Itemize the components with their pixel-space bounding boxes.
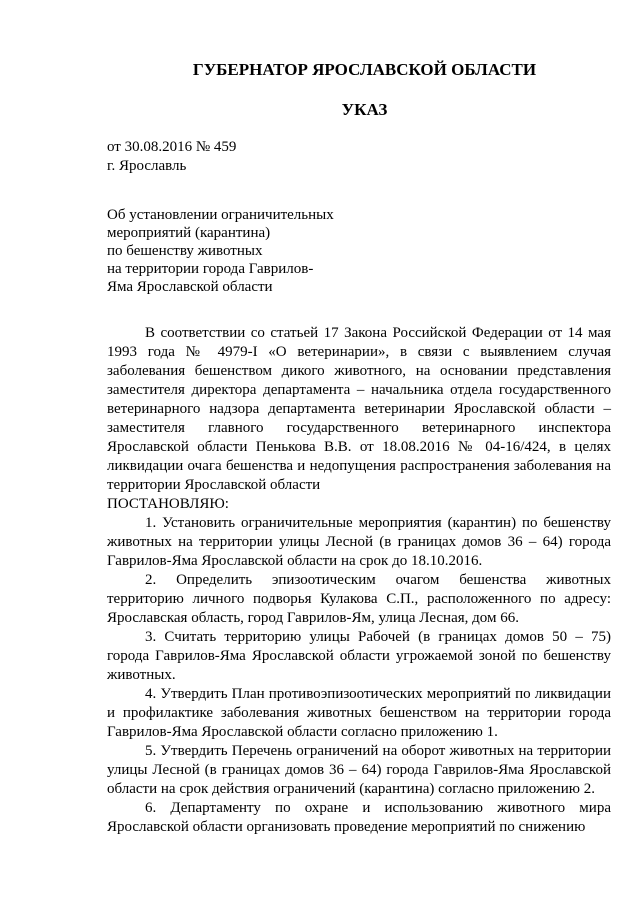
item-paragraph: 1. Установить ограничительные мероприятия (карантин) по бешенству животных на территории улицы Лесной (в границах домов 36 – 64) города Гаврилов-Яма Ярославской области на срок до 18.10.2016. xyxy=(107,515,611,569)
city: г. Ярославль xyxy=(107,158,187,174)
subject-line: на территории города Гаврилов- xyxy=(107,261,314,277)
subject-line: Яма Ярославской области xyxy=(107,279,273,295)
preamble-paragraph: В соответствии со статьей 17 Закона Российской Федерации от 14 мая 1993 года № 4979-I «О ветеринарии», в связи с выявлением случая заболевания бешенством дикого животного, на основании представления заместителя директора департамента – начальника отдела государственного ветеринарного надзора департамента ветеринарии Ярославской области – заместителя главного государственного ветеринарного инспектора Ярославской области Пенькова В.В. от 18.08.2016 № 04-16/424, в целях ликвидации очага бешенства и недопущения распространения заболевания на территории Ярославской области xyxy=(107,325,611,493)
document-meta xyxy=(107,138,407,176)
item-paragraph: 2. Определить эпизоотическим очагом бешенства животных территорию личного подворья Кулакова С.П., расположенного по адресу: Ярославская область, город Гаврилов-Ям, улица Лесная, дом 66. xyxy=(107,572,611,626)
document-subject xyxy=(107,206,407,296)
document-body xyxy=(107,324,611,837)
subject-line: по бешенству животных xyxy=(107,243,263,259)
resolve-heading: ПОСТАНОВЛЯЮ: xyxy=(107,496,229,512)
item-paragraph: 6. Департаменту по охране и использованию животного мира Ярославской области организовать проведение мероприятий по снижению xyxy=(107,800,611,835)
subject-line: Об установлении ограничительных xyxy=(107,207,334,223)
item-paragraph: 5. Утвердить Перечень ограничений на оборот животных на территории улицы Лесной (в границах домов 36 – 64) города Гаврилов-Яма Ярославской области на срок действия ограничений (карантина) согласно приложению 2. xyxy=(107,743,611,797)
document-type-title: УКАЗ xyxy=(341,100,388,119)
item-paragraph: 4. Утвердить План противоэпизоотических мероприятий по ликвидации и профилактике заболевания животных бешенством на территории города Гаврилов-Яма Ярославской области согласно приложению 1. xyxy=(107,686,611,740)
date-number: от 30.08.2016 № 459 xyxy=(107,139,237,155)
item-paragraph: 3. Считать территорию улицы Рабочей (в границах домов 50 – 75) города Гаврилов-Яма Ярославской области угрожаемой зоной по бешенству животных. xyxy=(107,629,611,683)
authority-title: ГУБЕРНАТОР ЯРОСЛАВСКОЙ ОБЛАСТИ xyxy=(192,60,537,79)
subject-line: мероприятий (карантина) xyxy=(107,225,271,241)
